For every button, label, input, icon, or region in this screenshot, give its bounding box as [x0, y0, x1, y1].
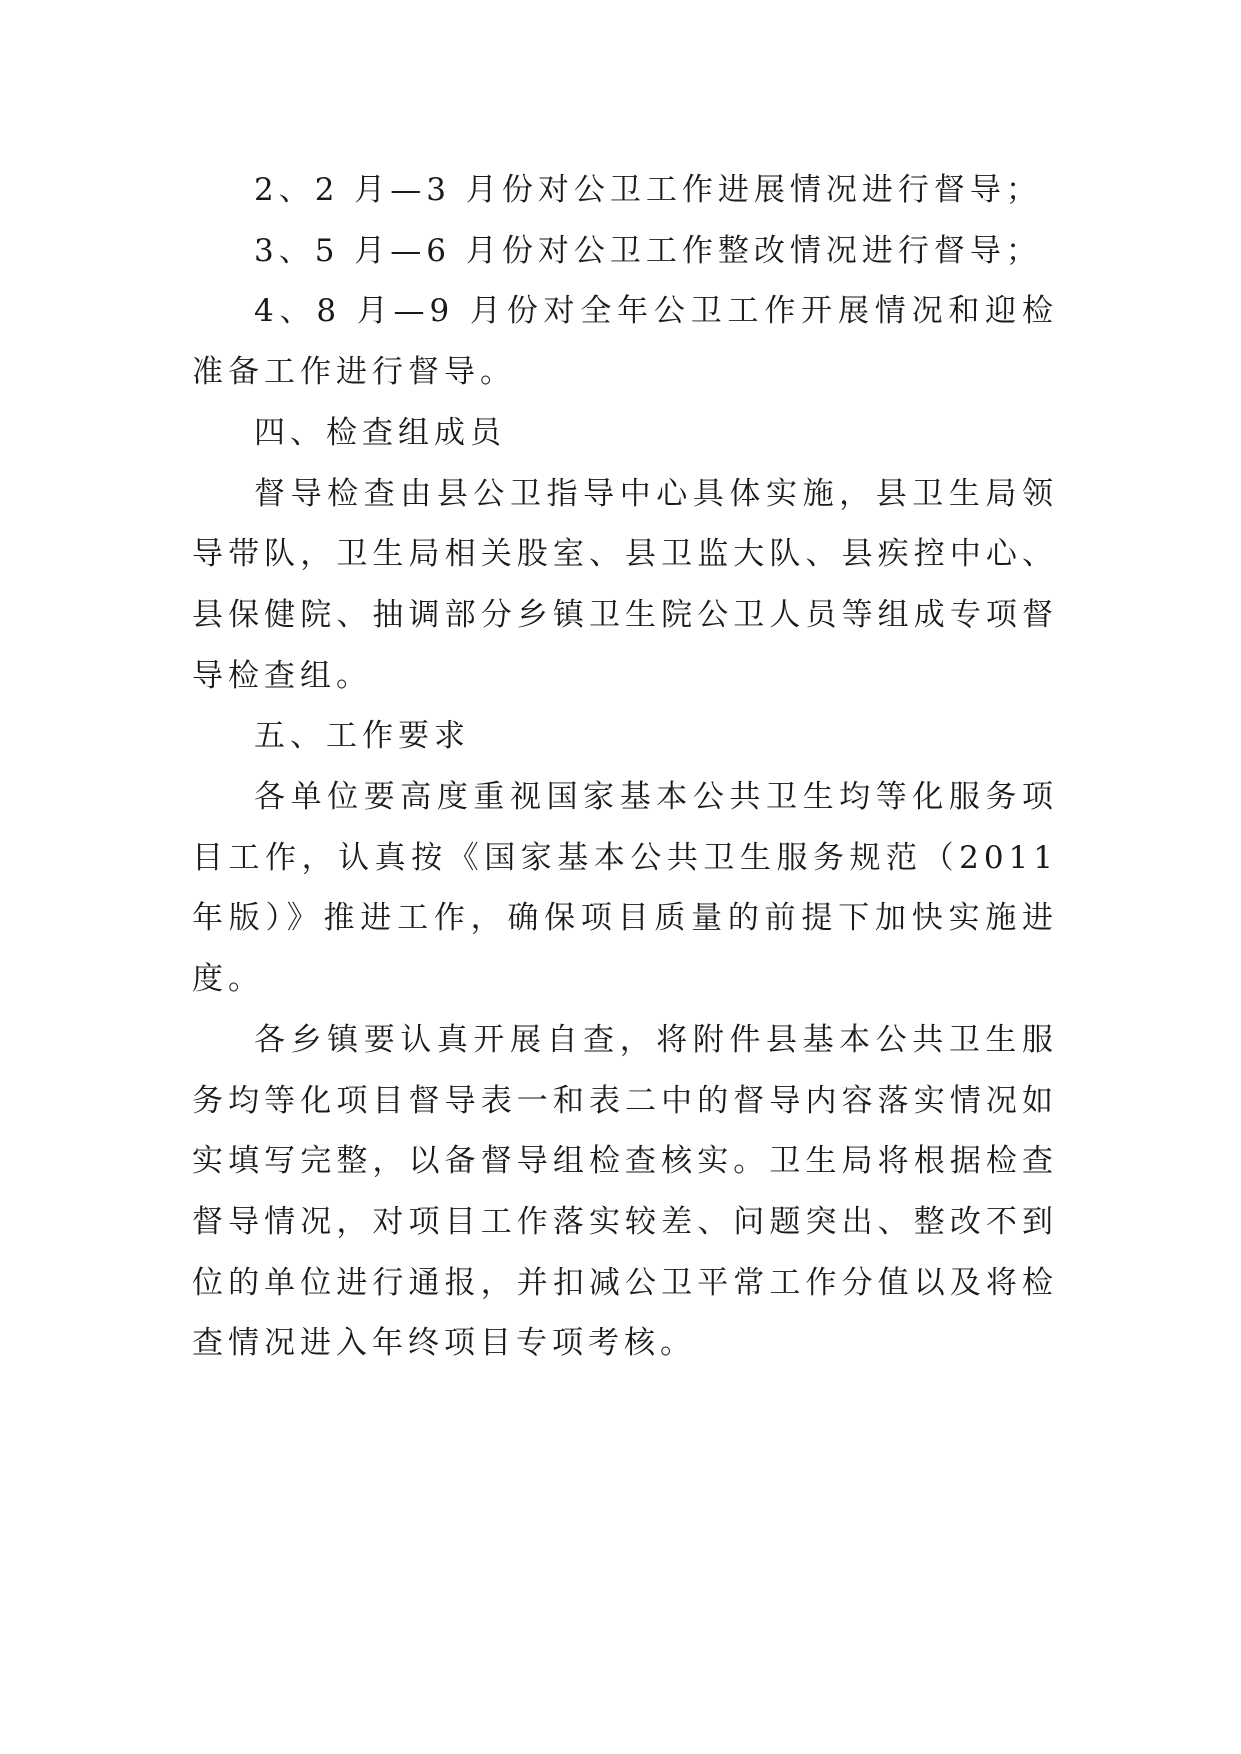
paragraph-schedule-item-2: 2、2 月—3 月份对公卫工作进展情况进行督导；	[254, 172, 1042, 208]
paragraph-work-requirements-1: 各单位要高度重视国家基本公共卫生均等化服务项目工作，认真按《国家基本公共卫生服务规范（2011 年版）》推进工作，确保项目质量的前提下加快实施进度。	[192, 779, 1058, 998]
paragraph-schedule-item-3: 3、5 月—6 月份对公卫工作整改情况进行督导；	[254, 232, 1042, 269]
document-body	[192, 160, 1058, 1374]
paragraph-work-requirements-2: 各乡镇要认真开展自查，将附件县基本公共卫生服务均等化项目督导表一和表二中的督导内容落实情况如实填写完整，以备督导组检查核实。卫生局将根据检查督导情况，对项目工作落实较差、问题突出、整改不到位的单位进行通报，并扣减公卫平常工作分值以及将检查情况进入年终项目专项考核。	[192, 1021, 1058, 1362]
paragraph-schedule-item-4: 4、8 月—9 月份对全年公卫工作开展情况和迎检准备工作进行督导。	[192, 293, 1058, 391]
section-heading-work-requirements: 五、工作要求	[254, 718, 470, 755]
paragraph-inspection-team: 督导检查由县公卫指导中心具体实施，县卫生局领导带队，卫生局相关股室、县卫监大队、县疾控中心、县保健院、抽调部分乡镇卫生院公卫人员等组成专项督导检查组。	[192, 475, 1058, 694]
section-heading-inspection-team: 四、检查组成员	[254, 414, 506, 451]
